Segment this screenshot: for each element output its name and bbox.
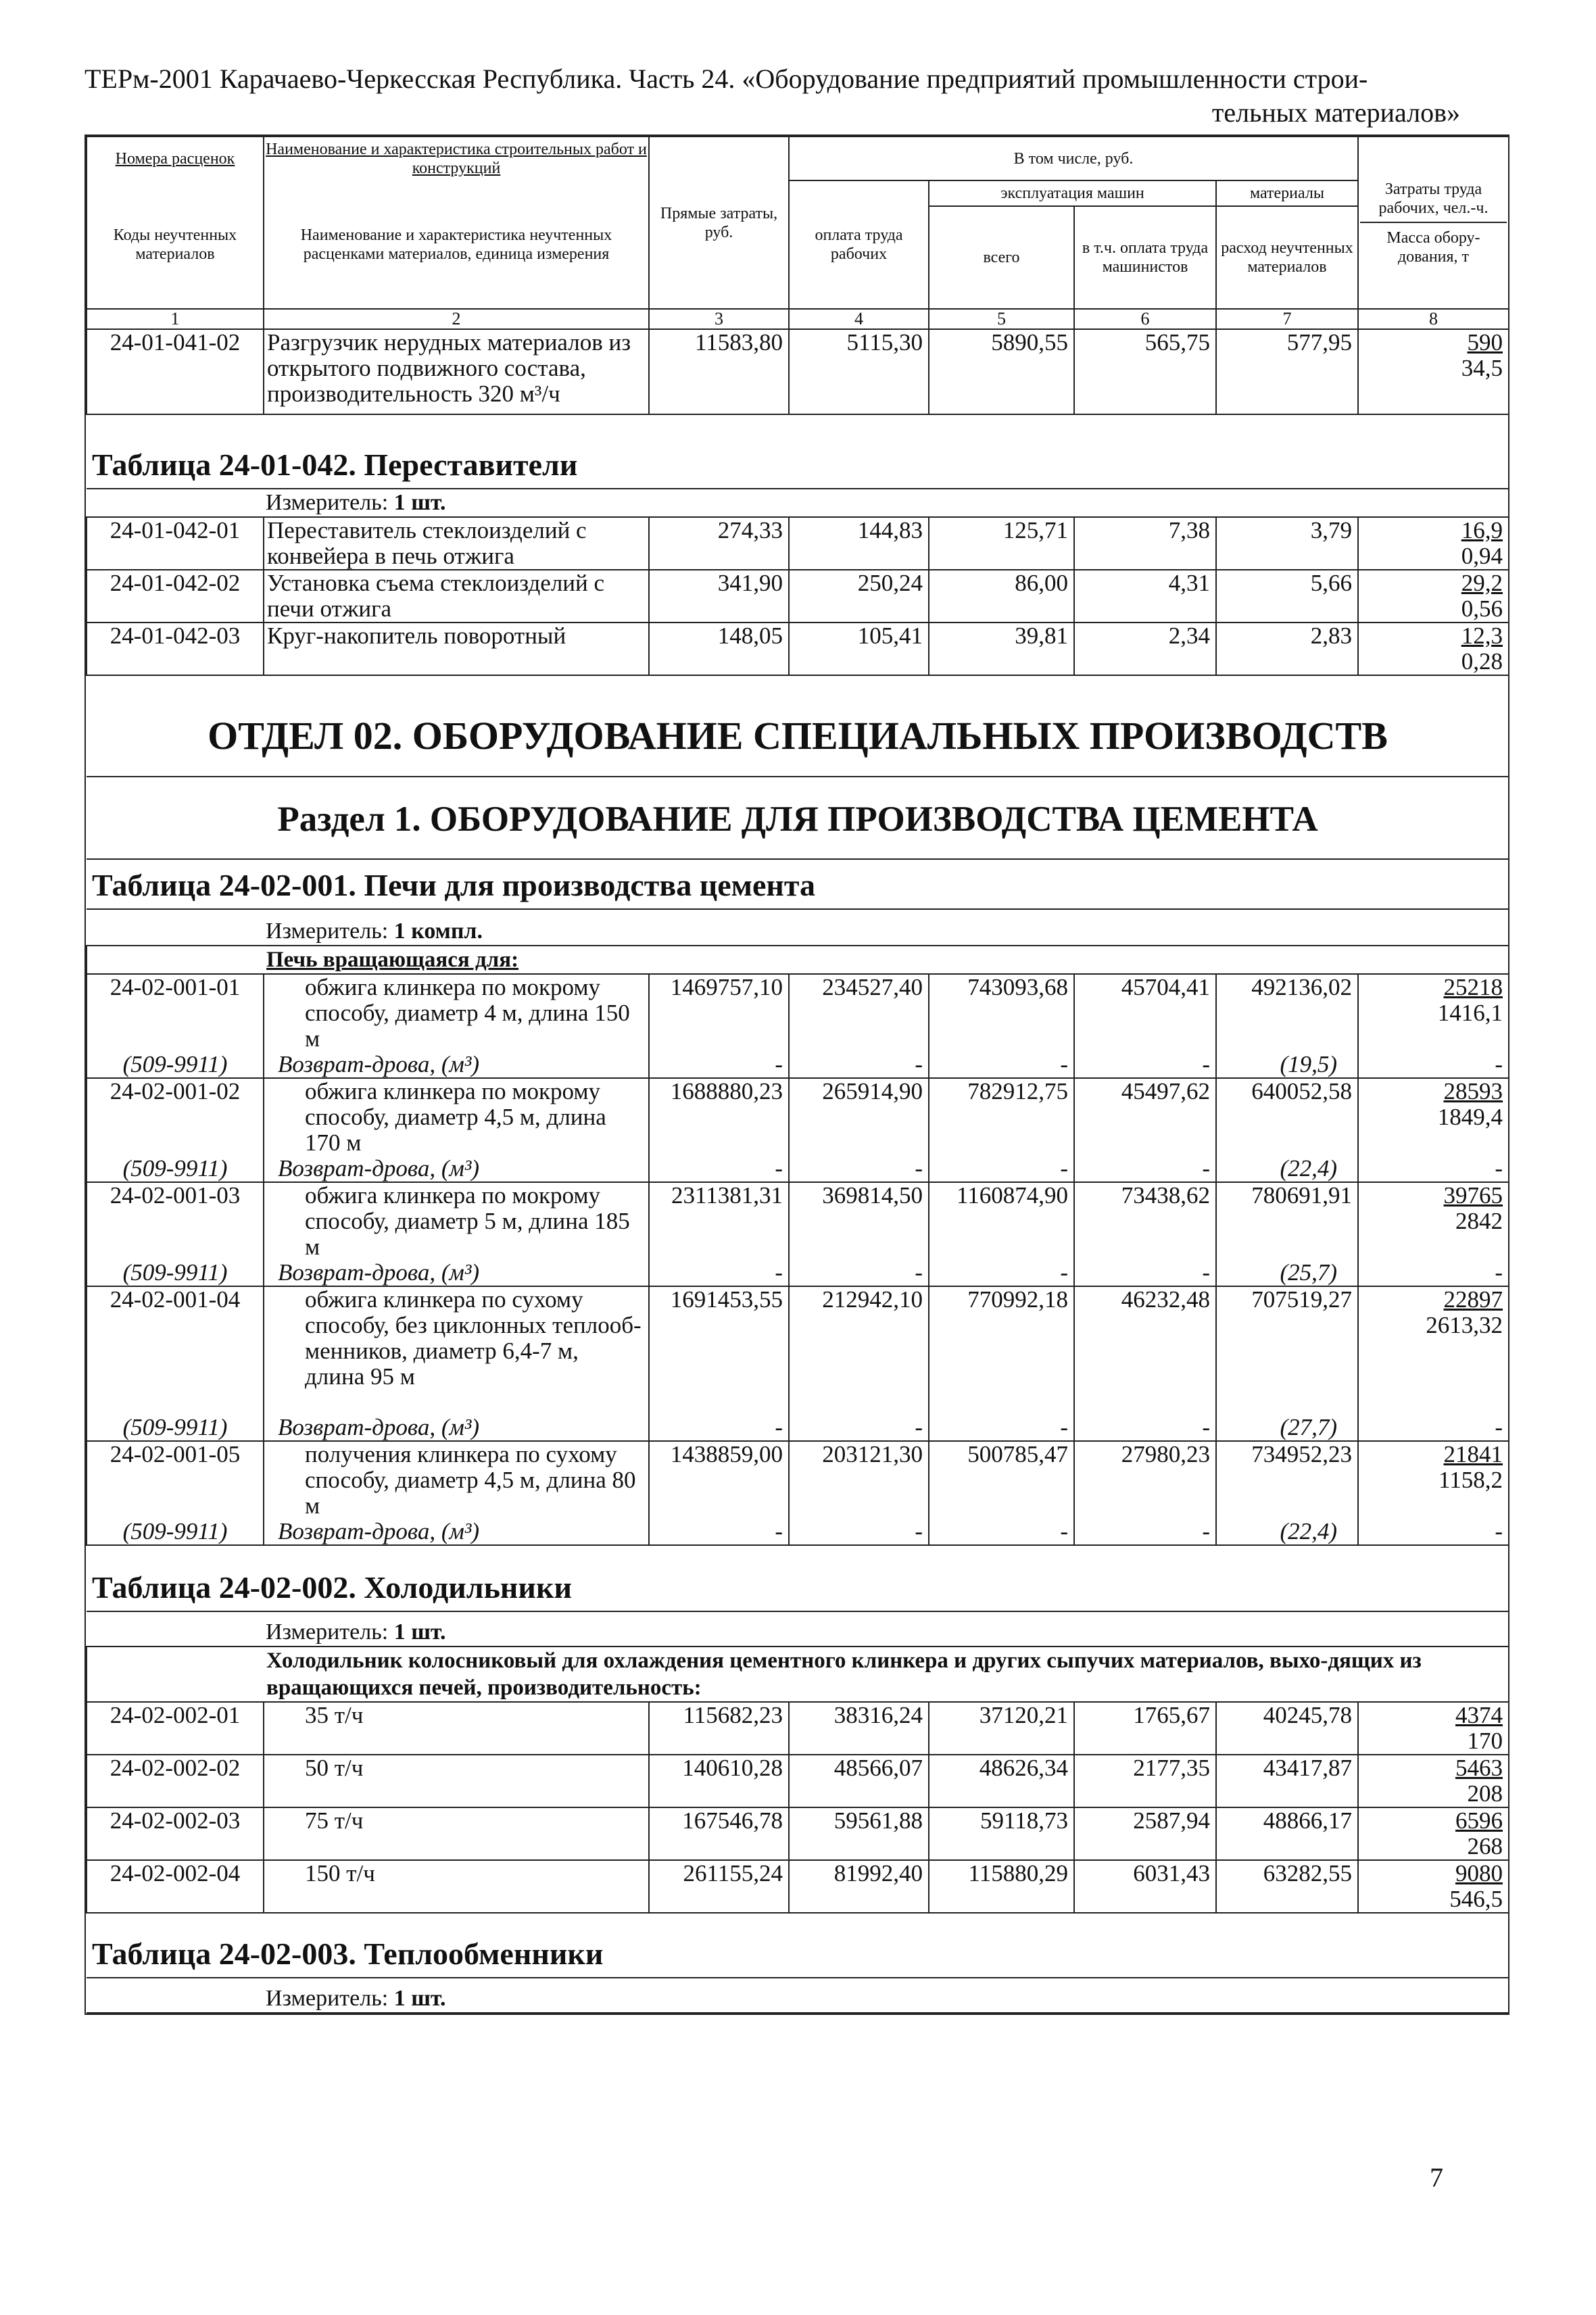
dash: - <box>649 1156 789 1182</box>
table-row <box>87 1807 1509 1860</box>
col-incl-wage: в т.ч. оплата труда машинистов <box>1074 206 1216 309</box>
rate-code: 24-01-042-01 <box>87 517 264 570</box>
labor-hours: 39765 <box>1443 1182 1503 1209</box>
rate-name: обжига клинкера по сухому способу, без циклонных теплооб-менников, диаметр 6,4-7 м, длина 95 м <box>264 1286 649 1415</box>
rate-code: 24-02-002-01 <box>87 1702 264 1755</box>
table-001-meter-row <box>87 909 1509 946</box>
rate-name: Установка съема стеклоизделий с печи отжига <box>264 570 649 623</box>
materials-cost: 3,79 <box>1216 517 1358 570</box>
labor-hours: 4374 <box>1455 1702 1503 1728</box>
table-row <box>87 623 1509 675</box>
material-name: Возврат-дрова, (м³) <box>264 1052 649 1078</box>
equipment-mass: 208 <box>1467 1780 1503 1807</box>
labor-mass-cell <box>1358 1441 1509 1519</box>
meter-label: Измеритель: <box>266 490 389 515</box>
table-row <box>87 1182 1509 1260</box>
col-number: 7 <box>1216 309 1358 329</box>
labor-hours: 12,3 <box>1461 623 1503 649</box>
material-use: (25,7) <box>1216 1260 1358 1286</box>
machines-cost: 1160874,90 <box>929 1182 1074 1260</box>
wage-cost: 38316,24 <box>789 1702 929 1755</box>
labor-hours: 16,9 <box>1461 517 1503 543</box>
labor-hours: 5463 <box>1455 1755 1503 1781</box>
machines-cost: 743093,68 <box>929 974 1074 1052</box>
division-title: ОТДЕЛ 02. ОБОРУДОВАНИЕ СПЕЦИАЛЬНЫХ ПРОИЗВОДСТВ <box>87 675 1509 777</box>
col-number: 4 <box>789 309 929 329</box>
section-row <box>87 777 1509 859</box>
wage-cost: 234527,40 <box>789 974 929 1052</box>
wage-cost: 212942,10 <box>789 1286 929 1415</box>
table-042-meter <box>87 489 1509 517</box>
direct-cost: 2311381,31 <box>649 1182 789 1260</box>
material-use: (22,4) <box>1216 1156 1358 1182</box>
dash: - <box>929 1260 1074 1286</box>
dash: - <box>789 1052 929 1078</box>
operators-wage: 4,31 <box>1074 570 1216 623</box>
col-number: 2 <box>264 309 649 329</box>
table-002-meter <box>87 1611 1509 1647</box>
dash: - <box>929 1052 1074 1078</box>
page-number: 7 <box>1430 2162 1443 2193</box>
materials-cost: 734952,23 <box>1216 1441 1358 1519</box>
col-name-top: Наименование и характеристика строительных работ и конструкций <box>264 137 649 180</box>
rates-sheet <box>84 135 1509 2015</box>
meter-label: Измеритель: <box>266 1619 389 1644</box>
direct-cost: 1438859,00 <box>649 1441 789 1519</box>
labor-mass-cell <box>1358 1182 1509 1260</box>
table-row <box>87 1078 1509 1156</box>
table-002-title-row <box>87 1545 1509 1611</box>
document-header <box>84 62 1460 130</box>
dash: - <box>1074 1519 1216 1545</box>
materials-cost: 2,83 <box>1216 623 1358 675</box>
col-wage: оплата труда рабочих <box>789 180 929 309</box>
dash: - <box>1074 1415 1216 1441</box>
table-row <box>87 329 1509 414</box>
materials-cost: 63282,55 <box>1216 1860 1358 1913</box>
table-003-title-row <box>87 1913 1509 1978</box>
table-042-meter-row <box>87 489 1509 517</box>
direct-cost: 1691453,55 <box>649 1286 789 1415</box>
materials-cost: 780691,91 <box>1216 1182 1358 1260</box>
equipment-mass: 170 <box>1467 1728 1503 1754</box>
division-row <box>87 675 1509 777</box>
operators-wage: 565,75 <box>1074 329 1216 414</box>
direct-cost: 1688880,23 <box>649 1078 789 1156</box>
machines-cost: 5890,55 <box>929 329 1074 414</box>
labor-hours: 21841 <box>1443 1441 1503 1467</box>
rate-name: обжига клинкера по мокрому способу, диаметр 5 м, длина 185 м <box>264 1182 649 1260</box>
dash: - <box>1074 1156 1216 1182</box>
col-name-bottom: Наименование и характеристика неучтенных расценками материалов, единица измерения <box>264 180 649 309</box>
dash: - <box>1358 1052 1509 1078</box>
machines-cost: 86,00 <box>929 570 1074 623</box>
table-001-meter <box>87 909 1509 946</box>
wage-cost: 250,24 <box>789 570 929 623</box>
rate-code: 24-02-001-05 <box>87 1441 264 1519</box>
section-title: Раздел 1. ОБОРУДОВАНИЕ ДЛЯ ПРОИЗВОДСТВА ЦЕМЕНТА <box>87 777 1509 859</box>
dash: - <box>649 1415 789 1441</box>
table-002-meter-row <box>87 1611 1509 1647</box>
table-002-group-row <box>87 1647 1509 1702</box>
meter-label: Измеритель: <box>266 1986 389 2011</box>
operators-wage: 45497,62 <box>1074 1078 1216 1156</box>
dash: - <box>1074 1052 1216 1078</box>
operators-wage: 1765,67 <box>1074 1702 1216 1755</box>
dash: - <box>1074 1260 1216 1286</box>
col-materials: материалы <box>1216 180 1358 206</box>
equipment-mass: 1158,2 <box>1438 1467 1503 1493</box>
rate-name: получения клинкера по сухому способу, диаметр 4,5 м, длина 80 м <box>264 1441 649 1519</box>
dash: - <box>929 1156 1074 1182</box>
header-line-2: тельных материалов» <box>1211 97 1460 128</box>
col-number: 6 <box>1074 309 1216 329</box>
sub-row <box>87 1156 1509 1182</box>
meter-value: 1 шт. <box>393 1986 446 2011</box>
wage-cost: 81992,40 <box>789 1860 929 1913</box>
group-label: Печь вращающаяся для: <box>266 948 519 972</box>
labor-mass-cell <box>1358 1860 1509 1913</box>
meter-value: 1 шт. <box>393 1619 446 1644</box>
direct-cost: 274,33 <box>649 517 789 570</box>
dash: - <box>1358 1156 1509 1182</box>
sub-row <box>87 1052 1509 1078</box>
dash: - <box>789 1415 929 1441</box>
dash: - <box>929 1519 1074 1545</box>
col-incl: В том числе, руб. <box>789 137 1358 180</box>
material-use: (22,4) <box>1216 1519 1358 1545</box>
material-code: (509-9911) <box>87 1415 264 1441</box>
table-header-row-1 <box>87 137 1509 180</box>
rate-code: 24-02-001-02 <box>87 1078 264 1156</box>
labor-mass-cell <box>1358 1078 1509 1156</box>
table-row <box>87 974 1509 1052</box>
table-row <box>87 1441 1509 1519</box>
table-row <box>87 570 1509 623</box>
equipment-mass: 0,94 <box>1461 543 1503 569</box>
labor-mass-cell <box>1358 974 1509 1052</box>
operators-wage: 2587,94 <box>1074 1807 1216 1860</box>
table-001-title: Таблица 24-02-001. Печи для производства цемента <box>87 859 1509 909</box>
labor-costs-label: Затраты труда рабочих, чел.-ч. <box>1360 180 1507 223</box>
dash: - <box>1358 1260 1509 1286</box>
col-labor-costs <box>1358 137 1509 309</box>
labor-hours: 29,2 <box>1461 570 1503 596</box>
rate-code: 24-01-042-02 <box>87 570 264 623</box>
equipment-mass: 1849,4 <box>1437 1104 1503 1130</box>
labor-mass-cell <box>1358 1286 1509 1415</box>
labor-mass-cell <box>1358 517 1509 570</box>
col-codes: Коды неучтенных материалов <box>87 180 264 309</box>
labor-hours: 25218 <box>1443 974 1503 1000</box>
table-003-title: Таблица 24-02-003. Теплообменники <box>87 1913 1509 1978</box>
rates-table <box>86 136 1509 2014</box>
header-line-1: ТЕРм-2001 Карачаево-Черкесская Республика. Часть 24. «Оборудование предприятий промышленности строи- <box>84 64 1368 94</box>
rate-name: 35 т/ч <box>264 1702 649 1755</box>
meter-value: 1 шт. <box>393 490 446 515</box>
dash: - <box>1358 1519 1509 1545</box>
materials-cost: 40245,78 <box>1216 1702 1358 1755</box>
equipment-mass: 34,5 <box>1461 355 1503 381</box>
dash: - <box>649 1052 789 1078</box>
table-002-group: Холодильник колосниковый для охлаждения цементного клинкера и других сыпучих материалов, выхо-дящих из вращающихся печей, производительность: <box>264 1647 1509 1702</box>
sub-row <box>87 1519 1509 1545</box>
labor-mass-cell <box>1358 1702 1509 1755</box>
table-042-title-row <box>87 414 1509 489</box>
table-row <box>87 1755 1509 1807</box>
rate-name: 50 т/ч <box>264 1755 649 1807</box>
material-name: Возврат-дрова, (м³) <box>264 1156 649 1182</box>
sub-row <box>87 1415 1509 1441</box>
col-machines: эксплуатация машин <box>929 180 1216 206</box>
material-name: Возврат-дрова, (м³) <box>264 1415 649 1441</box>
meter-value: 1 компл. <box>393 919 483 944</box>
rate-name: Переставитель стеклоизделий с конвейера в печь отжига <box>264 517 649 570</box>
dash: - <box>929 1415 1074 1441</box>
group-spacer <box>87 946 264 974</box>
labor-hours: 28593 <box>1443 1078 1503 1104</box>
labor-hours: 22897 <box>1443 1286 1503 1313</box>
operators-wage: 27980,23 <box>1074 1441 1216 1519</box>
machines-cost: 500785,47 <box>929 1441 1074 1519</box>
machines-cost: 115880,29 <box>929 1860 1074 1913</box>
labor-mass-cell <box>1358 570 1509 623</box>
rate-code: 24-01-042-03 <box>87 623 264 675</box>
dash: - <box>789 1156 929 1182</box>
rate-name: обжига клинкера по мокрому способу, диаметр 4 м, длина 150 м <box>264 974 649 1052</box>
material-use: (27,7) <box>1216 1415 1358 1441</box>
labor-hours: 9080 <box>1455 1860 1503 1886</box>
rate-name: 150 т/ч <box>264 1860 649 1913</box>
col-rate-no: Номера расценок <box>87 137 264 180</box>
operators-wage: 7,38 <box>1074 517 1216 570</box>
operators-wage: 6031,43 <box>1074 1860 1216 1913</box>
material-name: Возврат-дрова, (м³) <box>264 1260 649 1286</box>
equipment-mass: 268 <box>1467 1833 1503 1859</box>
table-042-title: Таблица 24-01-042. Переставители <box>87 414 1509 489</box>
dash: - <box>789 1519 929 1545</box>
dash: - <box>649 1519 789 1545</box>
table-row <box>87 1702 1509 1755</box>
equipment-mass: 0,56 <box>1461 595 1503 622</box>
materials-cost: 5,66 <box>1216 570 1358 623</box>
col-number: 1 <box>87 309 264 329</box>
table-row <box>87 1860 1509 1913</box>
operators-wage: 45704,41 <box>1074 974 1216 1052</box>
table-row <box>87 517 1509 570</box>
rate-name: 75 т/ч <box>264 1807 649 1860</box>
col-number: 3 <box>649 309 789 329</box>
material-code: (509-9911) <box>87 1156 264 1182</box>
col-number: 5 <box>929 309 1074 329</box>
col-number: 8 <box>1358 309 1509 329</box>
mass-label: Масса обору-дования, т <box>1386 228 1480 266</box>
rate-name: Разгрузчик нерудных материалов из открытого подвижного состава, производительность 320 м³/ч <box>264 329 649 414</box>
rate-code: 24-02-001-03 <box>87 1182 264 1260</box>
dash: - <box>649 1260 789 1286</box>
wage-cost: 144,83 <box>789 517 929 570</box>
labor-mass-cell <box>1358 623 1509 675</box>
equipment-mass: 2613,32 <box>1426 1312 1503 1338</box>
materials-cost: 492136,02 <box>1216 974 1358 1052</box>
materials-cost: 640052,58 <box>1216 1078 1358 1156</box>
rate-name: обжига клинкера по мокрому способу, диаметр 4,5 м, длина 170 м <box>264 1078 649 1156</box>
dash: - <box>1358 1415 1509 1441</box>
operators-wage: 73438,62 <box>1074 1182 1216 1260</box>
material-use: (19,5) <box>1216 1052 1358 1078</box>
direct-cost: 341,90 <box>649 570 789 623</box>
direct-cost: 140610,28 <box>649 1755 789 1807</box>
rate-name: Круг-накопитель поворотный <box>264 623 649 675</box>
wage-cost: 369814,50 <box>789 1182 929 1260</box>
rate-code: 24-02-001-01 <box>87 974 264 1052</box>
material-name: Возврат-дрова, (м³) <box>264 1519 649 1545</box>
rate-code: 24-02-002-02 <box>87 1755 264 1807</box>
rate-code: 24-02-002-03 <box>87 1807 264 1860</box>
rate-code: 24-02-001-04 <box>87 1286 264 1415</box>
table-001-group-row <box>87 946 1509 974</box>
column-numbers-row <box>87 309 1509 329</box>
material-code: (509-9911) <box>87 1519 264 1545</box>
labor-hours: 6596 <box>1455 1807 1503 1834</box>
equipment-mass: 546,5 <box>1449 1886 1503 1912</box>
table-003-meter-row <box>87 1978 1509 2013</box>
material-code: (509-9911) <box>87 1052 264 1078</box>
direct-cost: 1469757,10 <box>649 974 789 1052</box>
direct-cost: 115682,23 <box>649 1702 789 1755</box>
materials-cost: 707519,27 <box>1216 1286 1358 1415</box>
rate-code: 24-02-002-04 <box>87 1860 264 1913</box>
machines-cost: 782912,75 <box>929 1078 1074 1156</box>
group-spacer <box>87 1647 264 1702</box>
wage-cost: 265914,90 <box>789 1078 929 1156</box>
machines-cost: 39,81 <box>929 623 1074 675</box>
col-direct: Прямые затраты, руб. <box>649 137 789 309</box>
direct-cost: 11583,80 <box>649 329 789 414</box>
wage-cost: 48566,07 <box>789 1755 929 1807</box>
col-total: всего <box>929 206 1074 309</box>
col-mat-use: расход неучтенных материалов <box>1216 206 1358 309</box>
wage-cost: 203121,30 <box>789 1441 929 1519</box>
labor-mass-cell <box>1358 1755 1509 1807</box>
materials-cost: 43417,87 <box>1216 1755 1358 1807</box>
table-002-title: Таблица 24-02-002. Холодильники <box>87 1545 1509 1611</box>
labor-mass-cell <box>1358 329 1509 414</box>
meter-label: Измеритель: <box>266 919 389 944</box>
sub-row <box>87 1260 1509 1286</box>
materials-cost: 48866,17 <box>1216 1807 1358 1860</box>
operators-wage: 2,34 <box>1074 623 1216 675</box>
operators-wage: 46232,48 <box>1074 1286 1216 1415</box>
machines-cost: 48626,34 <box>929 1755 1074 1807</box>
wage-cost: 5115,30 <box>789 329 929 414</box>
wage-cost: 59561,88 <box>789 1807 929 1860</box>
direct-cost: 167546,78 <box>649 1807 789 1860</box>
table-row <box>87 1286 1509 1415</box>
equipment-mass: 0,28 <box>1461 648 1503 675</box>
dash: - <box>789 1260 929 1286</box>
wage-cost: 105,41 <box>789 623 929 675</box>
direct-cost: 148,05 <box>649 623 789 675</box>
materials-cost: 577,95 <box>1216 329 1358 414</box>
direct-cost: 261155,24 <box>649 1860 789 1913</box>
labor-hours: 590 <box>1467 329 1503 356</box>
machines-cost: 125,71 <box>929 517 1074 570</box>
machines-cost: 59118,73 <box>929 1807 1074 1860</box>
labor-mass-cell <box>1358 1807 1509 1860</box>
operators-wage: 2177,35 <box>1074 1755 1216 1807</box>
table-header-row-2 <box>87 180 1509 206</box>
machines-cost: 770992,18 <box>929 1286 1074 1415</box>
table-001-group <box>264 946 1509 974</box>
rate-code: 24-01-041-02 <box>87 329 264 414</box>
machines-cost: 37120,21 <box>929 1702 1074 1755</box>
table-001-title-row <box>87 859 1509 909</box>
material-code: (509-9911) <box>87 1260 264 1286</box>
equipment-mass: 2842 <box>1455 1208 1503 1234</box>
table-003-meter <box>87 1978 1509 2013</box>
equipment-mass: 1416,1 <box>1437 1000 1503 1026</box>
